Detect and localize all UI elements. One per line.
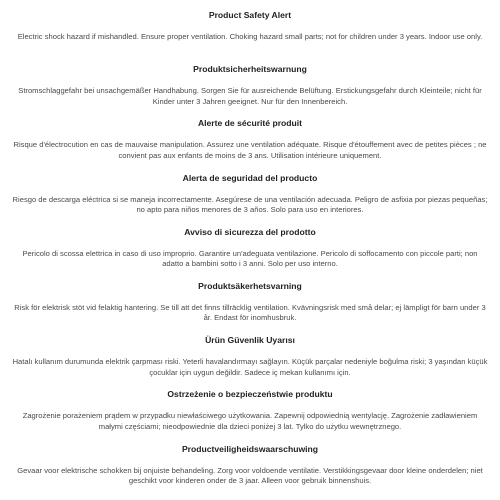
- section-title: Alerte de sécurité produit: [197, 118, 303, 129]
- section-title: Productveiligheidswaarschuwing: [181, 443, 319, 454]
- section-body: Risk för elektrisk stöt vid felaktig hantering. Se till att det finns tillräcklig ventilation. Kvävningsrisk med små delar; ej lämpligt för barn under 3 år. Endast för inomhusbruk.: [14, 302, 486, 323]
- section-body: Electric shock hazard if mishandled. Ensure proper ventilation. Choking hazard small parts; not for children under 3 years. Indoor use only.: [17, 32, 483, 41]
- section-body: Riesgo de descarga eléctrica si se maneja incorrectamente. Asegúrese de una ventilación adecuada. Peligro de asfixia por piezas pequeñas; no apto para niños menores de 3 años. Solo para uso en interiores.: [12, 194, 488, 214]
- section-swedish: [12, 281, 488, 335]
- section-title: Avviso di sicurezza del prodotto: [184, 226, 316, 237]
- section-body: Risque d'électrocution en cas de mauvaise manipulation. Assurez une ventilation adéquate. Risque d'étouffement avec de petites pièces ; ne convient pas aux enfants de moins de 3 ans. Utilisation intérieure uniquement.: [13, 140, 487, 160]
- section-title: Ürün Güvenlik Uyarısı: [205, 335, 295, 346]
- section-german: [12, 64, 488, 118]
- section-english: [12, 10, 488, 64]
- section-italian: [12, 227, 488, 281]
- section-spanish: [12, 173, 488, 227]
- section-turkish: [12, 335, 488, 389]
- section-polish: [12, 389, 488, 443]
- section-french: [12, 118, 488, 172]
- section-body: Zagrożenie porażeniem prądem w przypadku niewłaściwego użytkowania. Zapewnij odpowiednią wentylację. Zagrożenie zadławieniem małymi częściami; nieodpowiednie dla dzieci poniżej 3 lat. Tylko do użytku wewnętrznego.: [22, 411, 478, 431]
- section-title: Ostrzeżenie o bezpieczeństwie produktu: [167, 389, 333, 400]
- section-title: Produktsäkerhetsvarning: [198, 280, 302, 291]
- section-dutch: [12, 444, 488, 498]
- section-title: Product Safety Alert: [208, 10, 292, 20]
- section-body: Pericolo di scossa elettrica in caso di uso improprio. Garantire un'adeguata ventilazione. Pericolo di soffocamento con piccole parti; non adatto a bambini sotto i 3 anni. Solo per uso interno.: [22, 248, 478, 269]
- section-body: Hatalı kullanım durumunda elektrik çarpması riski. Yeterli havalandırmayı sağlayın. Küçük parçalar nedeniyle boğulma riski; 3 yaşından küçük çocuklar için uygun değildir. Sadece iç mekan kullanımı için.: [12, 357, 488, 377]
- section-body: Gevaar voor elektrische schokken bij onjuiste behandeling. Zorg voor voldoende ventilatie. Verstikkingsgevaar door kleine onderdelen; niet geschikt voor kinderen onder de 3 jaar. Alleen voor gebruik binnenshuis.: [17, 465, 483, 485]
- section-body: Stromschlaggefahr bei unsachgemäßer Handhabung. Sorgen Sie für ausreichende Belüftung. Erstickungsgefahr durch Kleinteile; nicht für Kinder unter 3 Jahren geeignet. Nur für den Innenbereich.: [18, 86, 482, 106]
- section-title: Produktsicherheitswarnung: [193, 64, 307, 75]
- section-title: Alerta de seguridad del producto: [182, 172, 318, 183]
